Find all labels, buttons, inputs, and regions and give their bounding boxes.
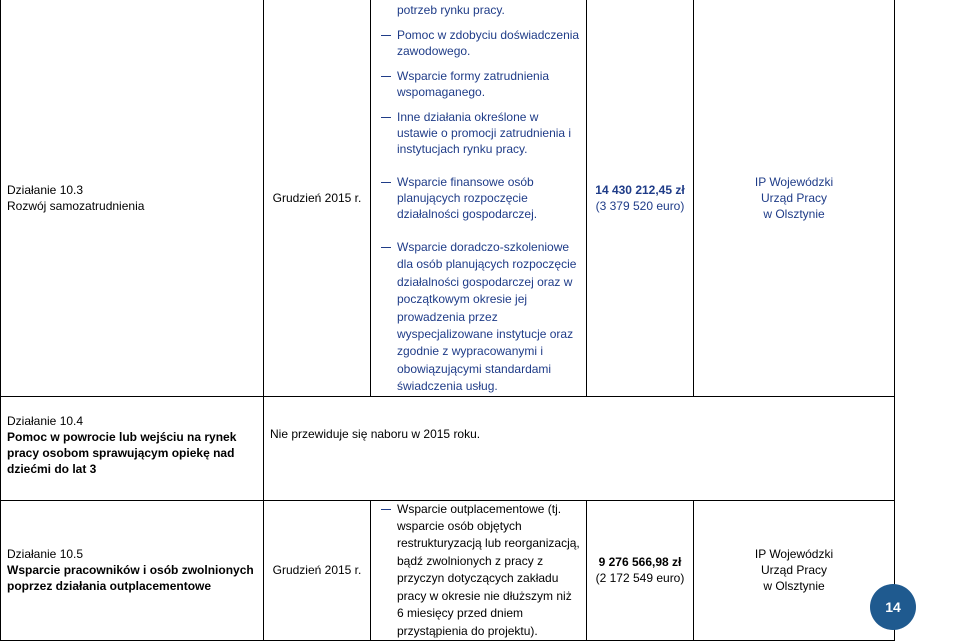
- table-row: [1, 0, 959, 396]
- list-item: Wsparcie formy zatrudnienia wspomaganego.: [377, 68, 580, 100]
- action-title: Rozwój samozatrudnienia: [7, 198, 145, 213]
- institution-line: Urząd Pracy: [760, 563, 828, 578]
- institution-line: w Olsztynie: [763, 206, 825, 221]
- list-item: Inne działania określone w ustawie o promocji zatrudnienia i instytucjach rynku pracy.: [377, 109, 580, 157]
- amount-cell: [587, 500, 694, 640]
- institution-cell: [694, 0, 895, 396]
- amount-pln: 14 430 212,45 zł: [595, 182, 685, 197]
- scope-cell: [371, 500, 587, 640]
- table-row: [1, 500, 959, 640]
- scope-list: [377, 2, 580, 396]
- date-cell: [264, 500, 371, 640]
- action-label: Działanie 10.4: [7, 413, 84, 428]
- note-text: Nie przewiduje się naboru w 2015 roku.: [270, 426, 481, 441]
- date-text: Grudzień 2015 r.: [272, 190, 362, 205]
- date-cell: [264, 0, 371, 396]
- action-title: Pomoc w powrocie lub wejściu na rynek pracy osobom sprawującym opiekę nad dziećmi do lat 3: [7, 429, 237, 476]
- amount-cell: [587, 0, 694, 396]
- institution-cell: [694, 500, 895, 640]
- action-cell: [1, 396, 264, 500]
- scope-cell: [371, 0, 587, 396]
- action-label: Działanie 10.3: [7, 182, 84, 197]
- amount-pln: 9 276 566,98 zł: [598, 555, 682, 570]
- institution-line: IP Wojewódzki: [754, 174, 834, 189]
- institution-line: w Olsztynie: [763, 579, 825, 594]
- action-label: Działanie 10.5: [7, 547, 84, 562]
- action-cell: [1, 0, 264, 396]
- action-title: Wsparcie pracowników i osób zwolnionych poprzez działania outplacementowe: [7, 563, 254, 594]
- institution-line: IP Wojewódzki: [754, 547, 834, 562]
- list-item: potrzeb rynku pracy.: [397, 3, 505, 17]
- list-item: Wsparcie finansowe osób planujących rozpoczęcie działalności gospodarczej.: [377, 174, 580, 222]
- list-item: Pomoc w zdobyciu doświadczenia zawodowego.: [377, 27, 580, 59]
- amount-eur: (3 379 520 euro): [595, 198, 685, 213]
- action-cell: [1, 500, 264, 640]
- list-item: Wsparcie doradczo-szkoleniowe dla osób planujących rozpoczęcie działalności gospodarczej oraz w początkowym okresie jej prowadzenia przez wyspecjalizowane instytucje oraz zgodnie z wypracowanymi i obowiązującymi standardami świadczenia usług.: [377, 239, 580, 396]
- list-item: Wsparcie outplacementowe (tj. wsparcie osób objętych restrukturyzacją lub reorganizacją, bądź zwolnionych z pracy z przyczyn dotyczących zakładu pracy w okresie nie dłuższym niż 6 miesięcy przed dniem przystąpienia do projektu).: [377, 501, 580, 640]
- scope-list: [377, 501, 580, 640]
- table-row: [1, 396, 959, 500]
- date-text: Grudzień 2015 r.: [272, 563, 362, 578]
- page-number-badge: [870, 584, 916, 630]
- amount-eur: (2 172 549 euro): [595, 571, 685, 586]
- page-number: 14: [885, 599, 901, 615]
- institution-line: Urząd Pracy: [760, 190, 828, 205]
- note-cell: [264, 396, 895, 500]
